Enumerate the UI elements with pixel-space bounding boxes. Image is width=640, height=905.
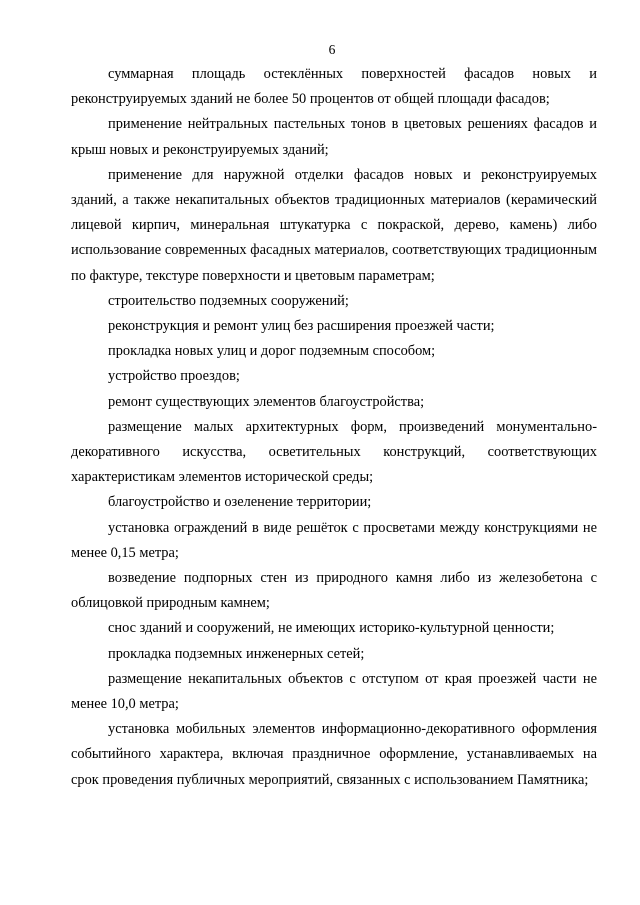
paragraph-retaining-walls: возведение подпорных стен из природного камня либо из железобетона с облицовкой природным камнем; <box>71 570 597 612</box>
page-number: 6 <box>328 42 336 57</box>
paragraph-utility-networks: прокладка подземных инженерных сетей; <box>108 645 365 662</box>
paragraph-driveways: устройство проездов; <box>108 368 240 385</box>
paragraph-demolition: снос зданий и сооружений, не имеющих историко-культурной ценности; <box>108 620 555 637</box>
paragraph-mobile-decorations: установка мобильных элементов информационно-декоративного оформления событийного характера, включая праздничное оформление, устанавливаемых на срок проведения публичных мероприятий, связанных с использованием Памятника; <box>71 721 597 788</box>
document-body <box>71 62 597 793</box>
paragraph-street-reconstruction: реконструкция и ремонт улиц без расширения проезжей части; <box>108 318 495 335</box>
paragraph-small-architectural-forms: размещение малых архитектурных форм, произведений монументально-декоративного искусства, осветительных конструкций, соответствующих характеристикам элементов исторической среды; <box>71 418 597 486</box>
paragraph-glazing-area: суммарная площадь остеклённых поверхностей фасадов новых и реконструируемых зданий не более 50 процентов от общей площади фасадов; <box>71 66 597 108</box>
paragraph-non-capital-objects: размещение некапитальных объектов с отступом от края проезжей части не менее 10,0 метра; <box>71 670 597 713</box>
paragraph-new-streets: прокладка новых улиц и дорог подземным способом; <box>108 343 436 360</box>
paragraph-fences: установка ограждений в виде решёток с просветами между конструкциями не менее 0,15 метра; <box>71 519 597 561</box>
paragraph-underground-structures: строительство подземных сооружений; <box>108 292 349 309</box>
paragraph-landscaping-repair: ремонт существующих элементов благоустройства; <box>108 393 425 410</box>
paragraph-pastel-tones: применение нейтральных пастельных тонов в цветовых решениях фасадов и крыш новых и реконструируемых зданий; <box>71 116 597 158</box>
paragraph-greening: благоустройство и озеленение территории; <box>108 494 372 511</box>
paragraph-traditional-materials: применение для наружной отделки фасадов новых и реконструируемых зданий, а также некапитальных объектов традиционных материалов (керамический лицевой кирпич, минеральная штукатурка с покраской, дерево, камень) либо использование современных фасадных материалов, соответствующих традиционным по фактуре, текстуре поверхности и цветовым параметрам; <box>71 166 597 284</box>
